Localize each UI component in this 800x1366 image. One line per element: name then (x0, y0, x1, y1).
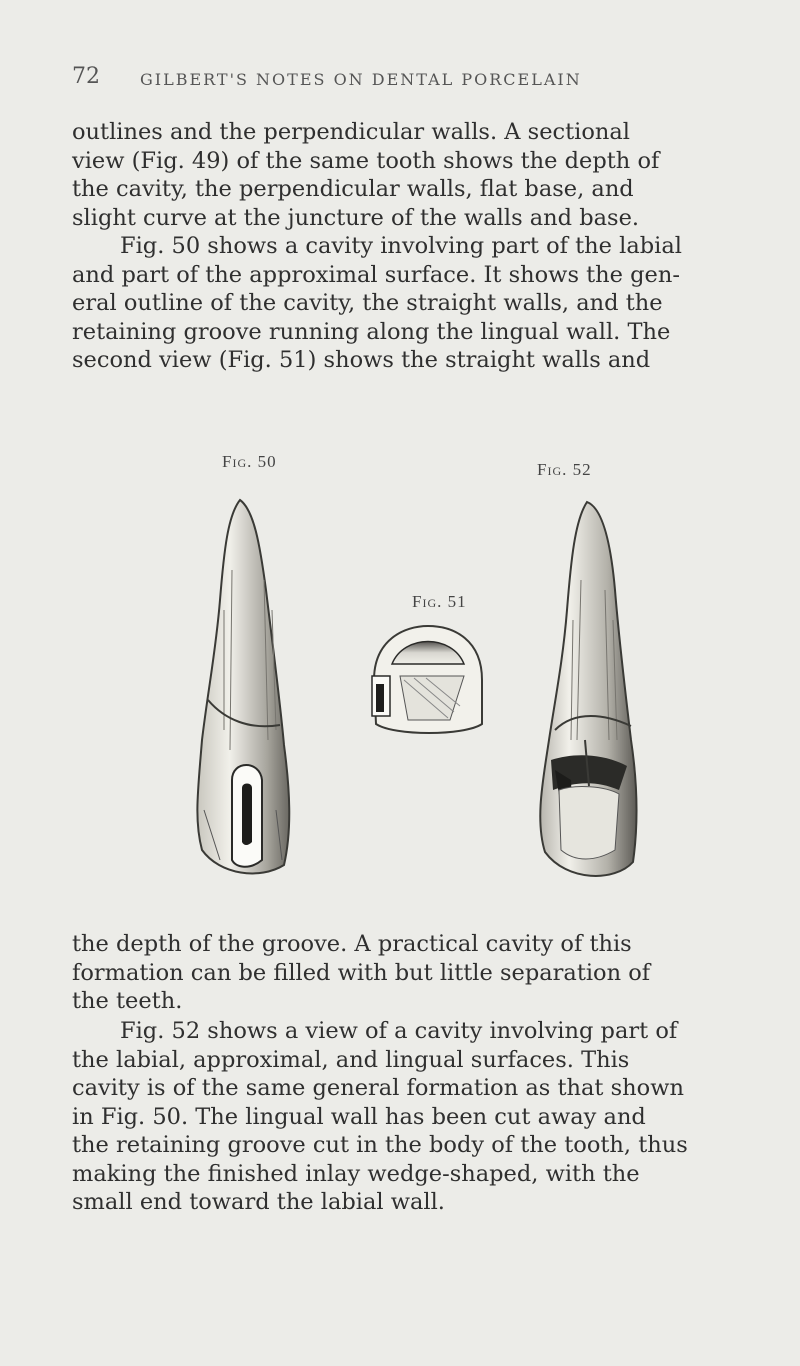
text-line: slight curve at the juncture of the walls and base. (72, 204, 640, 231)
text-line: cavity is of the same general formation as that shown (72, 1075, 684, 1101)
text-line: view (Fig. 49) of the same tooth shows the depth of (72, 147, 660, 174)
text-line: Fig. 50 shows a cavity involving part of the labial (120, 233, 682, 259)
paragraph-4 (72, 1017, 762, 1217)
text-line: and part of the approximal surface. It shows the gen- (72, 261, 680, 288)
text-line: the labial, approximal, and lingual surfaces. This (72, 1046, 630, 1073)
text-line: the retaining groove cut in the body of the tooth, thus (72, 1132, 688, 1158)
paragraph-1 (72, 118, 762, 232)
text-line: retaining groove running along the lingual wall. The (72, 318, 671, 345)
fig-51-cavity-illustration (364, 620, 494, 740)
fig-50-label: Fig. 50 (222, 452, 277, 471)
page-header (72, 64, 772, 94)
text-line: second view (Fig. 51) shows the straight walls and (72, 347, 651, 373)
paragraph-2 (72, 232, 762, 375)
text-line: outlines and the perpendicular walls. A sectional (72, 119, 630, 145)
fig-50-tooth-illustration (180, 490, 320, 890)
fig-51-label: Fig. 51 (412, 592, 467, 611)
text-line: the cavity, the perpendicular walls, flat base, and (72, 176, 634, 202)
text-line: the teeth. (72, 988, 183, 1014)
fig-52-tooth-illustration (515, 490, 655, 890)
text-line: making the finished inlay wedge-shaped, with the (72, 1160, 640, 1187)
text-line: Fig. 52 shows a view of a cavity involving part of (120, 1018, 678, 1044)
text-line: small end toward the labial wall. (72, 1189, 445, 1215)
paragraph-3 (72, 930, 762, 1016)
text-line: eral outline of the cavity, the straight walls, and the (72, 290, 663, 316)
fig-52-label: Fig. 52 (537, 460, 592, 479)
page-number: 72 (72, 64, 100, 89)
text-line: formation can be filled with but little separation of (72, 959, 651, 986)
text-line: in Fig. 50. The lingual wall has been cut away and (72, 1103, 646, 1130)
text-line: the depth of the groove. A practical cavity of this (72, 931, 632, 957)
running-head: GILBERT'S NOTES ON DENTAL PORCELAIN (140, 70, 582, 89)
